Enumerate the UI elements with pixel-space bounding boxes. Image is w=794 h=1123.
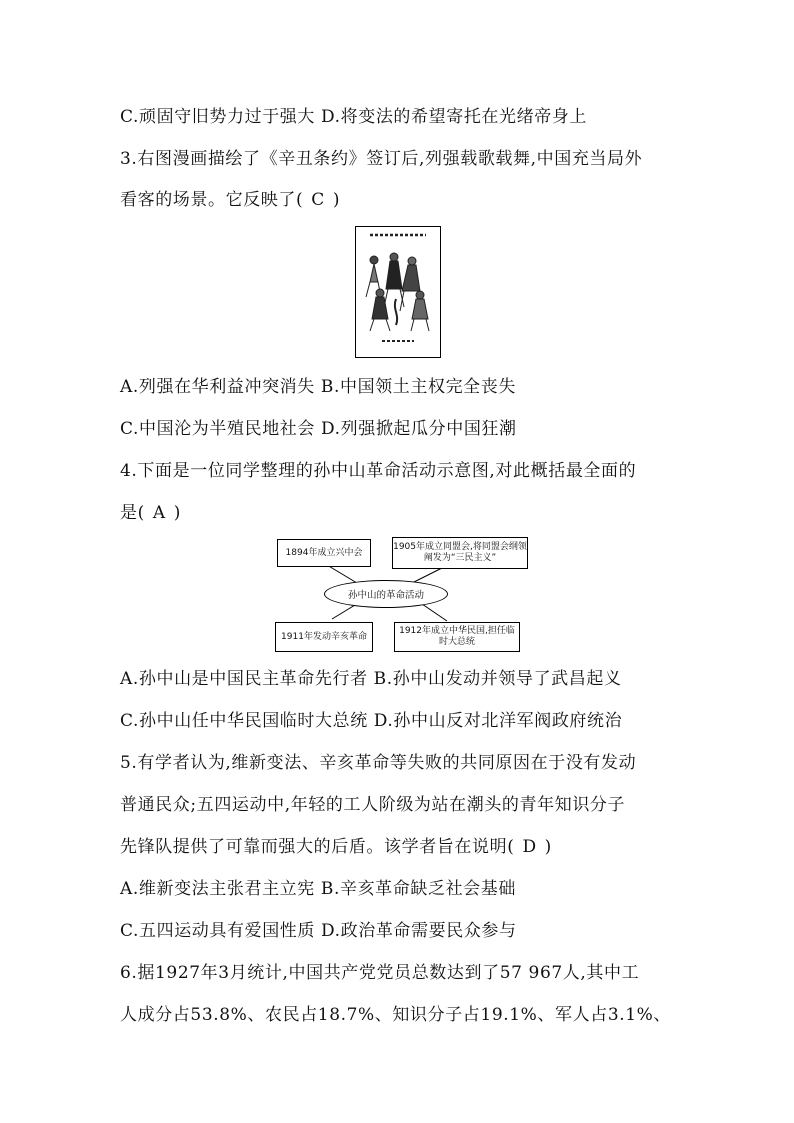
answer-4: A xyxy=(152,503,166,523)
question-4-options-ab: A.孙中山是中国民主革命先行者 B.孙中山发动并领导了武昌起义 xyxy=(120,669,622,689)
center-ellipse: 孙中山的革命活动 xyxy=(324,580,448,608)
question-4-prompt-text: 是( xyxy=(120,503,145,523)
question-4-options-cd: C.孙中山任中华民国临时大总统 D.孙中山反对北洋军阀政府统治 xyxy=(120,711,623,731)
question-5-text-2: 普通民众;五四运动中,年轻的工人阶级为站在潮头的青年知识分子 xyxy=(120,795,626,815)
question-4-text: 4.下面是一位同学整理的孙中山革命活动示意图,对此概括最全面的 xyxy=(120,461,637,481)
paren-close: ) xyxy=(544,837,552,857)
question-3-options-ab: A.列强在华利益冲突消失 B.中国领土主权完全丧失 xyxy=(120,377,516,397)
paren-close: ) xyxy=(173,503,181,523)
question-6-text-1: 6.据1927年3月统计,中国共产党党员总数达到了57 967人,其中工 xyxy=(120,963,640,983)
question-3-options-cd: C.中国沦为半殖民地社会 D.列强掀起瓜分中国狂潮 xyxy=(120,419,517,439)
question-5-prompt xyxy=(120,835,552,859)
question-3-prompt-text: 看客的场景。它反映了( xyxy=(120,190,304,210)
question-5-text-1: 5.有学者认为,维新变法、辛亥革命等失败的共同原因在于没有发动 xyxy=(120,753,637,773)
paren-close: ) xyxy=(332,190,341,210)
question-5-options-cd: C.五四运动具有爱国性质 D.政治革命需要民众参与 xyxy=(120,921,517,941)
cartoon-drawing xyxy=(356,227,440,357)
question-4-prompt xyxy=(120,501,181,525)
sun-yat-sen-diagram xyxy=(272,534,532,654)
question-3-text: 3.右图漫画描绘了《辛丑条约》签订后,列强载歌载舞,中国充当局外 xyxy=(120,149,643,169)
question-5-options-ab: A.维新变法主张君主立宪 B.辛亥革命缺乏社会基础 xyxy=(120,879,516,899)
box-1905: 1905年成立同盟会,将同盟会纲领阐发为“三民主义” xyxy=(392,537,528,569)
question-3-prompt xyxy=(120,188,340,212)
box-1911: 1911年发动辛亥革命 xyxy=(275,622,373,652)
answer-5: D xyxy=(522,837,537,857)
box-1912: 1912年成立中华民国,担任临时大总统 xyxy=(394,622,520,652)
option-line: C.顽固守旧势力过于强大 D.将变法的希望寄托在光绪帝身上 xyxy=(120,107,588,127)
question-6-text-2: 人成分占53.8%、农民占18.7%、知识分子占19.1%、军人占3.1%、 xyxy=(120,1005,672,1025)
cartoon-image xyxy=(355,226,441,358)
box-1894: 1894年成立兴中会 xyxy=(277,539,371,567)
question-5-prompt-text: 先锋队提供了可靠而强大的后盾。该学者旨在说明( xyxy=(120,837,515,857)
answer-3: C xyxy=(311,190,325,210)
